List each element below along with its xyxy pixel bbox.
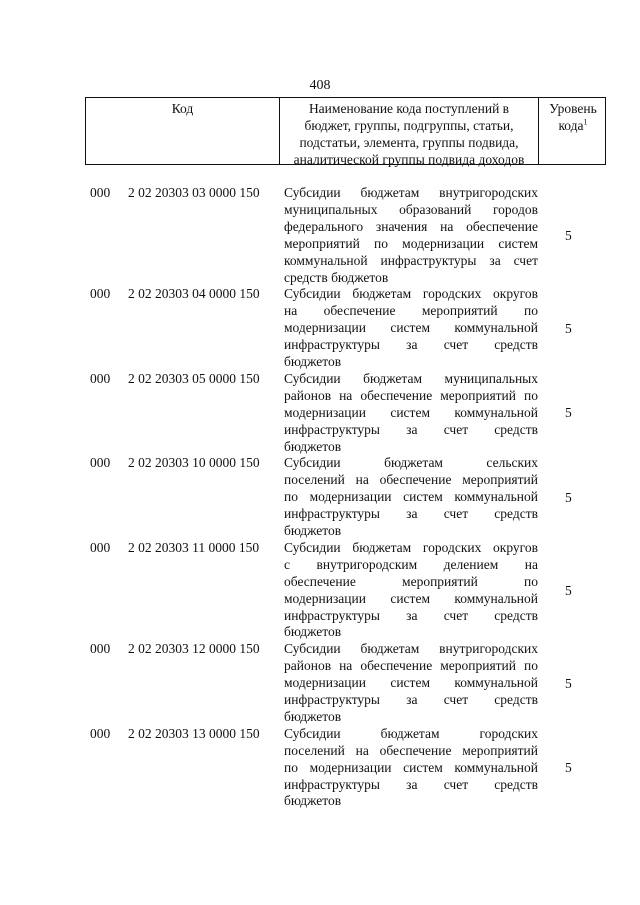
header-level (539, 98, 607, 166)
row-name-line: модернизации систем коммунальной (284, 590, 538, 606)
row-level: 5 (565, 675, 572, 691)
row-budget-code: 2 02 20303 04 0000 150 (128, 286, 260, 302)
header-code-label: Код (171, 101, 194, 116)
row-budget-code: 2 02 20303 12 0000 150 (128, 641, 260, 657)
row-name-line: Субсидии бюджетам городских (284, 725, 538, 741)
row-name-line: обеспечение мероприятий по (284, 573, 538, 589)
row-name-line: инфраструктуры за счет средств (284, 776, 538, 792)
page-number: 408 (309, 78, 331, 93)
row-name-line: бюджетов (284, 354, 342, 370)
row-admin-code: 000 (90, 641, 111, 657)
row-name-line: по модернизации систем коммунальной (284, 759, 538, 775)
row-name-line: Субсидии бюджетам внутригородских (284, 641, 538, 657)
header-code (86, 98, 279, 166)
row-name-line: районов на обеспечение мероприятий по (284, 658, 538, 674)
row-budget-code: 2 02 20303 10 0000 150 (128, 455, 260, 471)
row-admin-code: 000 (90, 286, 111, 302)
row-name-line: Субсидии бюджетам сельских (284, 455, 538, 471)
header-name-line: бюджет, группы, подгруппы, статьи, (304, 118, 514, 133)
row-name-line: Субсидии бюджетам внутригородских (284, 185, 538, 200)
row-name-line: районов на обеспечение мероприятий по (284, 387, 538, 403)
row-name-line: Субсидии бюджетам муниципальных (284, 370, 538, 386)
row-name-line: инфраструктуры за счет средств (284, 607, 538, 623)
row-name (284, 455, 538, 540)
row-name (284, 726, 538, 811)
row-name-line: поселений на обеспечение мероприятий (284, 742, 538, 758)
row-name-line: инфраструктуры за счет средств (284, 692, 538, 708)
row-name-line: по модернизации систем коммунальной (284, 489, 538, 505)
row-name-line: инфраструктуры за счет средств (284, 337, 538, 353)
row-name-line: коммунальной инфраструктуры за счет (284, 252, 538, 268)
row-name (284, 641, 538, 726)
row-name-line: федерального значения на обеспечение (284, 218, 538, 234)
row-name-line: с внутригородским делением на (284, 556, 538, 572)
row-name-line: бюджетов (284, 793, 342, 809)
row-level: 5 (565, 489, 572, 505)
row-name-line: средств бюджетов (284, 269, 389, 285)
row-name (284, 540, 538, 641)
row-name (284, 185, 538, 286)
row-admin-code: 000 (90, 539, 111, 555)
header-level-line1: Уровень (549, 101, 597, 116)
row-name-line: модернизации систем коммунальной (284, 675, 538, 691)
row-level: 5 (565, 760, 572, 776)
row-admin-code: 000 (90, 725, 111, 741)
row-name-line: бюджетов (284, 708, 342, 724)
row-admin-code: 000 (90, 455, 111, 471)
row-budget-code: 2 02 20303 05 0000 150 (128, 370, 260, 386)
header-name-line: Наименование кода поступлений в (308, 101, 510, 116)
row-name-line: Субсидии бюджетам городских округов (284, 539, 538, 555)
row-name-line: Субсидии бюджетам городских округов (284, 286, 538, 302)
header-level-line2 (539, 117, 607, 134)
header-name-line: подстатьи, элемента, группы подвида, (299, 135, 519, 150)
row-name-line: муниципальных образований городов (284, 201, 538, 217)
row-name-line: на обеспечение мероприятий по (284, 303, 538, 319)
row-budget-code: 2 02 20303 13 0000 150 (128, 725, 260, 741)
row-budget-code: 2 02 20303 03 0000 150 (128, 185, 260, 200)
row-name-line: бюджетов (284, 624, 342, 640)
row-admin-code: 000 (90, 370, 111, 386)
row-level: 5 (565, 405, 572, 421)
row-level: 5 (565, 582, 572, 598)
row-name-line: бюджетов (284, 438, 342, 454)
row-level: 5 (565, 320, 572, 336)
row-name-line: поселений на обеспечение мероприятий (284, 472, 538, 488)
row-name-line: мероприятий по модернизации систем (284, 235, 538, 251)
header-name (279, 98, 539, 167)
row-name-line: инфраструктуры за счет средств (284, 506, 538, 522)
row-admin-code: 000 (90, 185, 111, 200)
table-header (85, 97, 606, 165)
row-name-line: инфраструктуры за счет средств (284, 421, 538, 437)
row-level: 5 (565, 227, 572, 243)
header-level-word: кода (558, 118, 584, 133)
row-name (284, 286, 538, 371)
row-name-line: бюджетов (284, 523, 342, 539)
row-budget-code: 2 02 20303 11 0000 150 (128, 539, 260, 555)
header-name-line: аналитической группы подвида доходов (293, 152, 525, 167)
footnote-mark: 1 (583, 117, 588, 127)
row-name-line: модернизации систем коммунальной (284, 404, 538, 420)
row-name (284, 371, 538, 456)
row-name-line: модернизации систем коммунальной (284, 320, 538, 336)
